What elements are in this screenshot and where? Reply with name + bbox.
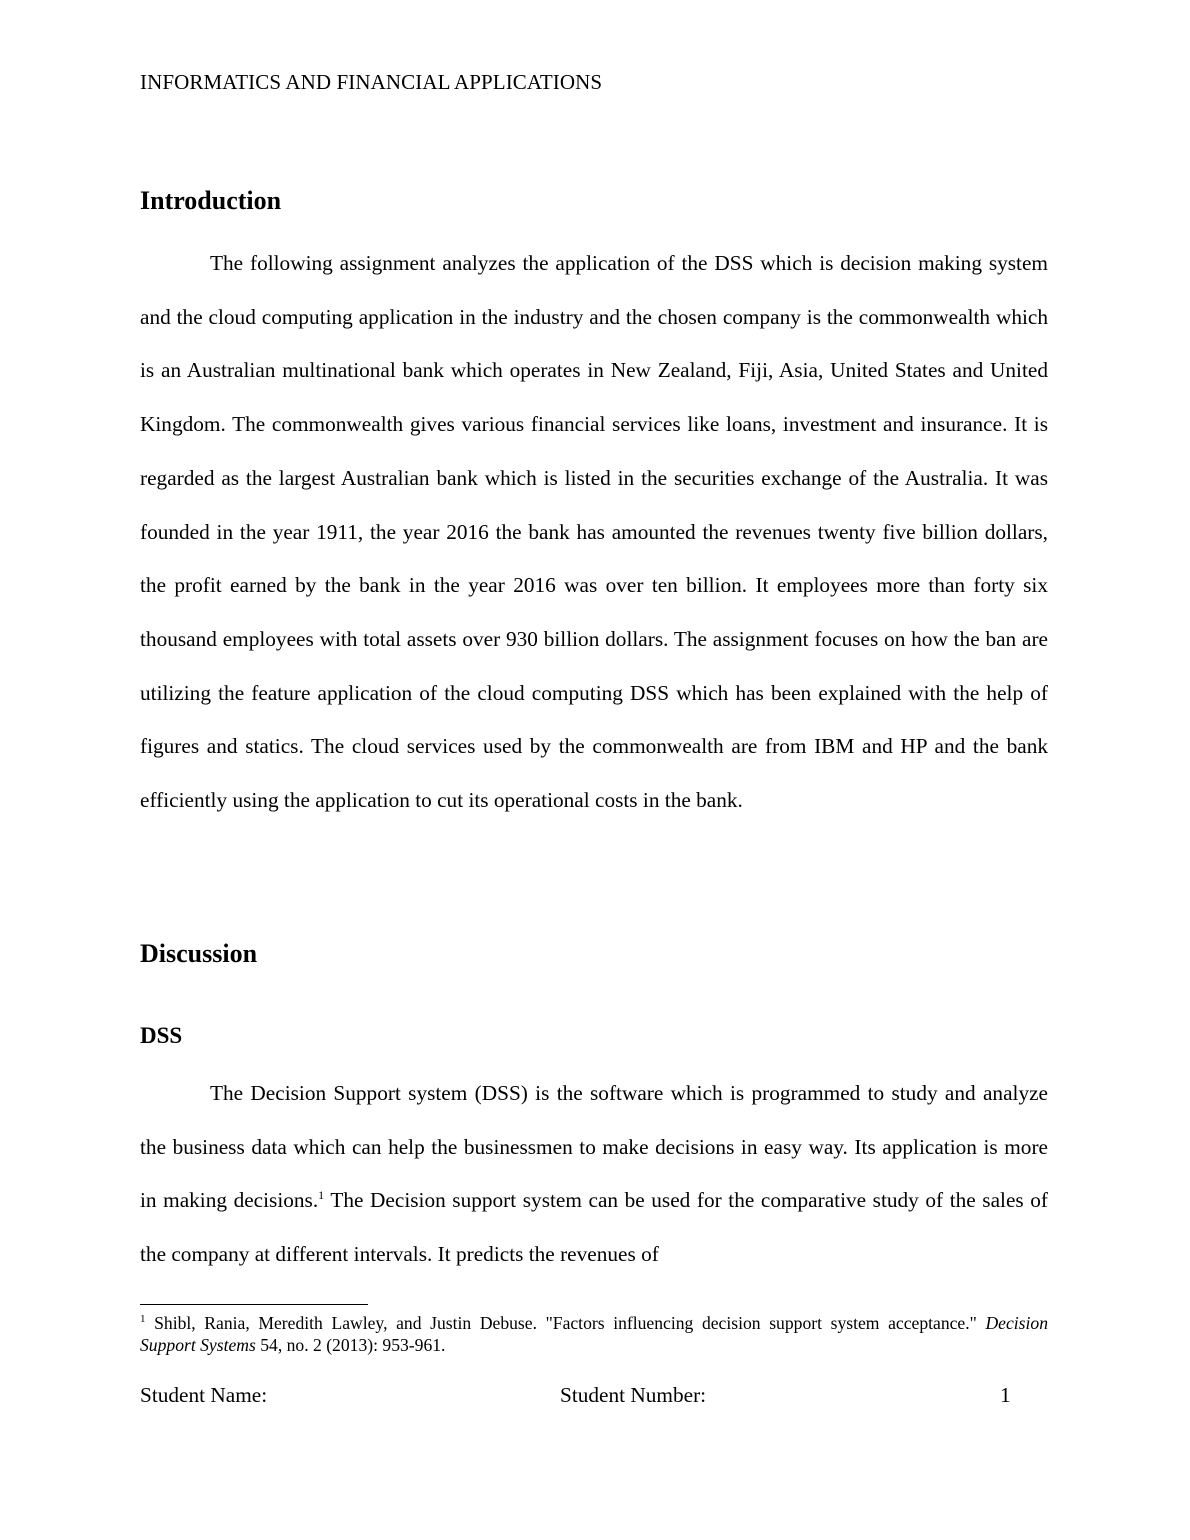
dss-paragraph [140, 1067, 1048, 1282]
footnote-reference[interactable]: 1 [318, 1188, 325, 1203]
student-number-label: Student Number: [560, 1383, 707, 1407]
discussion-heading: Discussion [140, 939, 258, 968]
page-number: 1 [1000, 1383, 1011, 1407]
footnote-separator [140, 1304, 368, 1305]
dss-subheading: DSS [140, 1023, 183, 1048]
footnote-journal: Decision Support Systems [140, 1313, 1048, 1355]
footnote [140, 1312, 1048, 1356]
dss-paragraph-text-2: The Decision support system can be used for the comparative study of the sales of the company at different intervals. It predicts the revenues of [140, 1188, 1048, 1267]
introduction-heading: Introduction [140, 186, 282, 215]
student-name-label: Student Name: [140, 1383, 268, 1407]
footnote-number: 1 [140, 1313, 146, 1325]
introduction-paragraph: The following assignment analyzes the application of the DSS which is decision making system and the cloud computing application in the industry and the chosen company is the commonwealth which is an Australian multinational bank which operates in New Zealand, Fiji, Asia, United States and United Kingdom. The commonwealth gives various financial services like loans, investment and insurance. It is regarded as the largest Australian bank which is listed in the securities exchange of the Australia. It was founded in the year 1911, the year 2016 the bank has amounted the revenues twenty five billion dollars, the profit earned by the bank in the year 2016 was over ten billion. It employees more than forty six thousand employees with total assets over 930 billion dollars. The assignment focuses on how the ban are utilizing the feature application of the cloud computing DSS which has been explained with the help of figures and statics. The cloud services used by the commonwealth are from IBM and HP and the bank efficiently using the application to cut its operational costs in the bank. [140, 251, 1048, 813]
running-header: INFORMATICS AND FINANCIAL APPLICATIONS [140, 70, 603, 94]
footnote-text-1: Shibl, Rania, Meredith Lawley, and Justin Debuse. "Factors influencing decision support system acceptance." [145, 1313, 986, 1333]
dss-paragraph-text-1: The Decision Support system (DSS) is the software which is programmed to study and analyze the business data which can help the businessmen to make decisions in easy way. Its application is more in making decisions. [140, 1081, 1048, 1213]
footnote-text-2: 54, no. 2 (2013): 953-961. [255, 1335, 446, 1355]
